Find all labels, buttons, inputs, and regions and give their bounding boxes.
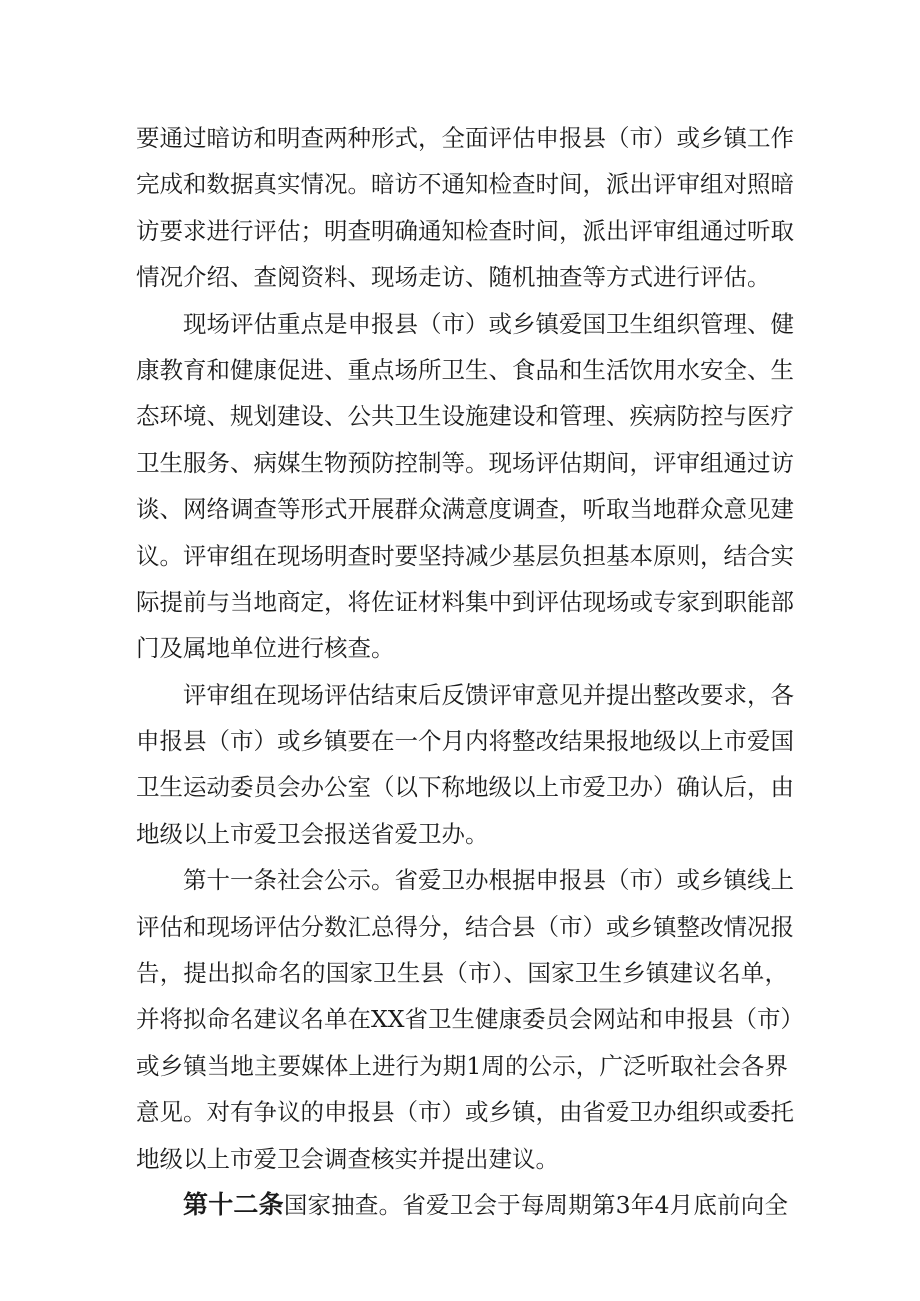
paragraph-onsite-focus [136,301,794,672]
text-line: 意见。对有争议的申报县（市）或乡镇，由省爱卫办组织或委托 [136,1098,794,1127]
text-line: 并将拟命名建议名单在XX省卫生健康委员会网站和申报县（市） [136,1005,804,1034]
text-line: 情况介绍、查阅资料、现场走访、随机抽查等方式进行评估。 [136,263,771,292]
text-line: 康教育和健康促进、重点场所卫生、食品和生活饮用水安全、生 [136,355,794,384]
paragraph-evaluation-methods [136,115,794,301]
article-heading: 第十二条 [183,1189,284,1219]
text-line [136,1182,788,1228]
text-line: 评估和现场评估分数汇总得分，结合县（市）或乡镇整改情况报 [136,912,794,941]
text-line: 要通过暗访和明查两种形式，全面评估申报县（市）或乡镇工作 [136,124,794,152]
text-line: 第十一条社会公示。省爱卫办根据申报县（市）或乡镇线上 [183,866,794,895]
text-line: 态环境、规划建设、公共卫生设施建设和管理、疾病防控与医疗 [136,402,794,431]
text-line: 访要求进行评估；明查明确通知检查时间，派出评审组通过听取 [136,216,794,245]
paragraph-rectification [136,672,794,858]
text-line: 完成和数据真实情况。暗访不通知检查时间，派出评审组对照暗 [136,170,794,199]
text-line: 际提前与当地商定，将佐证材料集中到评估现场或专家到职能部 [136,587,794,616]
article-text: 国家抽查。省爱卫会于每周期第3年4月底前向全 [283,1190,788,1219]
text-line: 申报县（市）或乡镇要在一个月内将整改结果报地级以上市爱国 [136,727,794,756]
text-line: 现场评估重点是申报县（市）或乡镇爱国卫生组织管理、健 [183,309,794,338]
text-line: 卫生服务、病媒生物预防控制等。现场评估期间，评审组通过访 [136,448,794,477]
text-line: 告，提出拟命名的国家卫生县（市）、国家卫生乡镇建议名单， [136,959,788,988]
text-line: 谈、网络调查等形式开展群众满意度调查，听取当地群众意见建 [136,495,794,524]
text-line: 地级以上市爱卫会调查核实并提出建议。 [136,1144,559,1173]
text-line: 卫生运动委员会办公室（以下称地级以上市爱卫办）确认后，由 [136,773,794,802]
text-line: 评审组在现场评估结束后反馈评审意见并提出整改要求，各 [183,680,794,709]
text-line: 门及属地单位进行核查。 [136,634,395,663]
text-line: 议。评审组在现场明查时要坚持减少基层负担基本原则，结合实 [136,541,794,570]
document-page [136,115,804,1228]
text-line: 或乡镇当地主要媒体上进行为期1周的公示，广泛听取社会各界 [136,1051,788,1080]
text-line: 地级以上市爱卫会报送省爱卫办。 [136,819,489,848]
paragraph-article-12 [136,1182,788,1228]
paragraph-article-11 [136,857,804,1182]
